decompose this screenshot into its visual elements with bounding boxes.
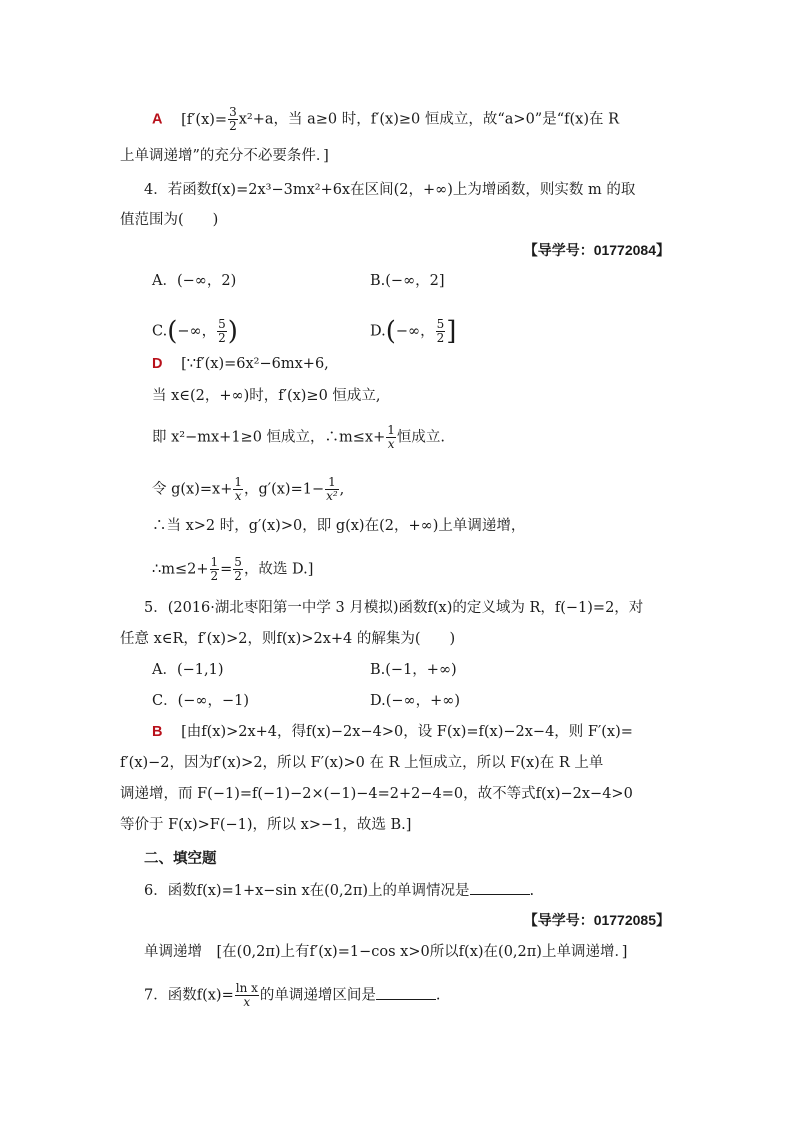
q5-option-a: A．(−1,1) <box>152 662 224 678</box>
fraction: $\frac{5}{2}$ <box>234 555 242 583</box>
fraction: $\frac{3}{2}$ <box>229 105 237 133</box>
q4-solution-line2: 当 x∈(2，+∞)时，f′(x)≥0 恒成立, <box>152 388 381 404</box>
q5-option-d: D.(−∞，+∞) <box>370 693 460 709</box>
answer-blank <box>376 985 436 1000</box>
q5-solution-line3: 调递增，而 F(−1)=f(−1)−2×(−1)−4=2+2−4=0，故不等式f(x)−2x−4>0 <box>120 786 633 802</box>
q6-stem: 6．函数f(x)=1+x−sin x在(0,2π)上的单调情况是 . <box>0 880 794 901</box>
q5-option-b: B.(−1，+∞) <box>370 662 457 678</box>
fraction: $\frac{1}{2}$ <box>210 555 219 583</box>
q4-solution-line5: ∴当 x>2 时，g′(x)>0，即 g(x)在(2，+∞)上单调递增， <box>152 518 526 534</box>
q4-option-d: D.(−∞， $\frac{5}{2}$ ] <box>370 316 457 347</box>
q4-option-b: B.(−∞，2] <box>370 273 445 289</box>
q4-solution-line1: D [∵f′(x)=6x²−6mx+6, <box>152 356 329 372</box>
fraction: $\frac{1}{\text{x²}}$ <box>326 475 338 503</box>
q5-option-c: C．(−∞，−1) <box>152 693 250 709</box>
q4-solution-line6: ∴m≤2+ $\frac{1}{2}$ = $\frac{5}{2}$ ，故选 D.] <box>152 555 314 583</box>
q5-stem-line1: 5．(2016·湖北枣阳第一中学 3 月模拟)函数f(x)的定义域为 R，f(−1)=2，对 <box>144 600 644 616</box>
answer-letter: B <box>152 724 163 740</box>
q4-solution-line3: 即 x²−mx+1≥0 恒成立，∴m≤x+ $\frac{1}{x}$ 恒成立. <box>152 423 446 451</box>
fraction: $\frac{5}{2}$ <box>436 317 445 345</box>
section-heading: 二、填空题 <box>144 851 217 867</box>
q5-solution-line2: f′(x)−2，因为f′(x)>2，所以 F′(x)>0 在 R 上恒成立，所以 F(x)在 R 上单 <box>120 755 604 771</box>
fraction: $\frac{5}{2}$ <box>218 317 226 345</box>
reference-number: 【导学号：01772084】 <box>523 242 670 258</box>
q4-solution-line4: 令 g(x)=x+ $\frac{1}{x}$ ，g′(x)=1− $\frac{1}{\text{x²}}$ , <box>152 475 345 503</box>
q7-stem: 7．函数f(x)= $\frac{\text{ln x}}{x}$ 的单调递增区间是 . <box>144 981 441 1009</box>
fraction: $\frac{1}{x}$ <box>234 475 242 503</box>
fraction: $\frac{1}{x}$ <box>387 423 395 451</box>
q4-stem-line2: 值范围为( ) <box>120 212 219 228</box>
q3-answer-line2: 上单调递增”的充分不必要条件．] <box>120 148 329 164</box>
reference-number: 【导学号：01772085】 <box>523 912 670 928</box>
q6-answer: 单调递增 [在(0,2π)上有f′(x)=1−cos x>0所以f(x)在(0,2π)上单调递增．] <box>144 944 628 960</box>
q5-solution-line4: 等价于 F(x)>F(−1)，所以 x>−1，故选 B.] <box>120 817 412 833</box>
answer-letter: D <box>152 356 163 372</box>
q4-option-a: A．(−∞，2) <box>152 273 237 289</box>
q5-stem-line2: 任意 x∈R，f′(x)>2，则f(x)>2x+4 的解集为( ) <box>120 631 456 647</box>
q4-stem-line1: 4．若函数f(x)=2x³−3mx²+6x在区间(2，+∞)上为增函数，则实数 m 的取 <box>144 182 636 198</box>
answer-blank <box>470 880 530 895</box>
answer-letter: A <box>152 111 163 128</box>
fraction: $\frac{\text{ln x}}{x}$ <box>235 981 258 1009</box>
q3-answer-line1: A [f′(x)= $\frac{3}{2}$ x²+a，当 a≥0 时，f′(x)≥0 恒成立，故“a>0”是“f(x)在 R <box>152 105 620 133</box>
q5-solution-line1: B [由f(x)>2x+4，得f(x)−2x−4>0，设 F(x)=f(x)−2x−4，则 F′(x)= <box>152 724 633 740</box>
q4-option-c: C.(−∞， $\frac{5}{2}$ ) <box>152 316 238 347</box>
